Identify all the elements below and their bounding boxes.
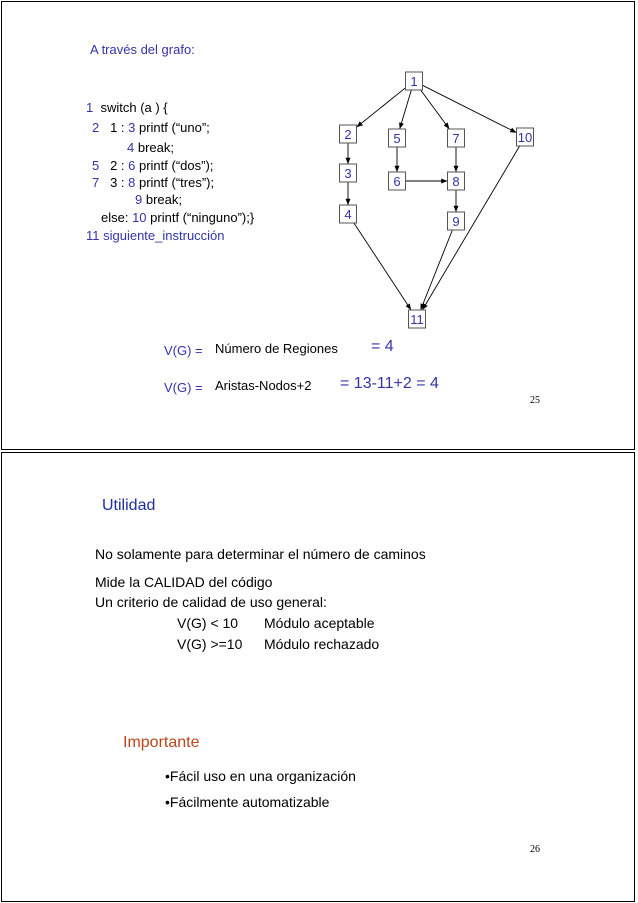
graph-node-label: 2 xyxy=(344,127,352,142)
graph-node-label: 5 xyxy=(393,131,401,146)
utilidad-heading: Utilidad xyxy=(102,497,156,514)
graph-node-4 xyxy=(340,205,357,223)
edge-1-10 xyxy=(423,85,517,132)
formula1-label: V(G) = xyxy=(164,343,203,358)
graph-node-label: 11 xyxy=(410,312,424,327)
code-line-4: 5 2 : 6 printf (“dos”); xyxy=(92,158,214,173)
code-line-6: 9 break; xyxy=(135,192,182,207)
criteria-result-1: Módulo aceptable xyxy=(264,615,375,631)
graph-node-6 xyxy=(389,172,406,190)
graph-node-label: 8 xyxy=(452,174,460,189)
graph-node-label: 6 xyxy=(393,174,401,189)
slide-26 xyxy=(1,452,635,902)
graph-node-3 xyxy=(340,164,357,182)
formula2-desc: Aristas-Nodos+2 xyxy=(215,378,312,393)
code-line-8: 11 siguiente_instrucción xyxy=(86,228,225,243)
edge-1-2 xyxy=(357,88,406,127)
edge-1-5 xyxy=(400,90,412,129)
code-line-7: else: 10 printf (“ninguno”);} xyxy=(101,210,255,225)
code-line-5: 7 3 : 8 printf (“tres”); xyxy=(92,175,215,190)
formula2-label: V(G) = xyxy=(164,380,203,395)
criteria-cond-2: V(G) >=10 xyxy=(177,636,243,652)
utilidad-line-3: Un criterio de calidad de uso general: xyxy=(95,594,327,610)
graph-node-label: 7 xyxy=(452,131,460,146)
graph-nodes xyxy=(340,72,534,328)
bullet-2: •Fácilmente automatizable xyxy=(165,794,330,810)
graph-node-label: 3 xyxy=(344,166,352,181)
graph-node-label: 9 xyxy=(452,214,460,229)
criteria-result-2: Módulo rechazado xyxy=(264,636,380,652)
graph-node-10 xyxy=(517,128,534,146)
graph-node-9 xyxy=(448,212,465,230)
bullet-1: •Fácil uso en una organización xyxy=(165,768,356,784)
control-flow-graph xyxy=(2,2,634,342)
criteria-cond-1: V(G) < 10 xyxy=(177,615,239,631)
graph-node-11 xyxy=(409,310,426,328)
page-number: 26 xyxy=(530,844,540,855)
graph-edges xyxy=(348,85,520,310)
edge-9-11 xyxy=(421,230,453,310)
graph-node-8 xyxy=(448,172,465,190)
code-line-3: 4 break; xyxy=(127,140,174,155)
importante-heading: Importante xyxy=(123,734,200,751)
formula1-value: = 4 xyxy=(371,338,394,355)
code-line-1: 1 switch (a ) { xyxy=(86,100,168,115)
edge-4-11 xyxy=(354,223,411,310)
utilidad-line-2: Mide la CALIDAD del código xyxy=(95,574,273,590)
edge-1-7 xyxy=(421,90,450,129)
edge-10-11 xyxy=(422,146,519,310)
graph-node-5 xyxy=(389,129,406,147)
page-number: 25 xyxy=(530,395,540,406)
slide-title: A través del grafo: xyxy=(90,42,195,57)
graph-node-label: 10 xyxy=(517,130,533,145)
graph-node-1 xyxy=(406,72,423,90)
graph-node-7 xyxy=(448,129,465,147)
graph-node-2 xyxy=(340,125,357,143)
utilidad-line-1: No solamente para determinar el número de caminos xyxy=(95,546,426,562)
formula1-desc: Número de Regiones xyxy=(215,341,338,356)
slide-25 xyxy=(1,1,635,450)
code-line-2: 2 1 : 3 printf (“uno”; xyxy=(92,120,210,135)
graph-node-label: 4 xyxy=(344,207,352,222)
formula2-value: = 13-11+2 = 4 xyxy=(340,375,439,392)
graph-node-label: 1 xyxy=(410,74,418,89)
